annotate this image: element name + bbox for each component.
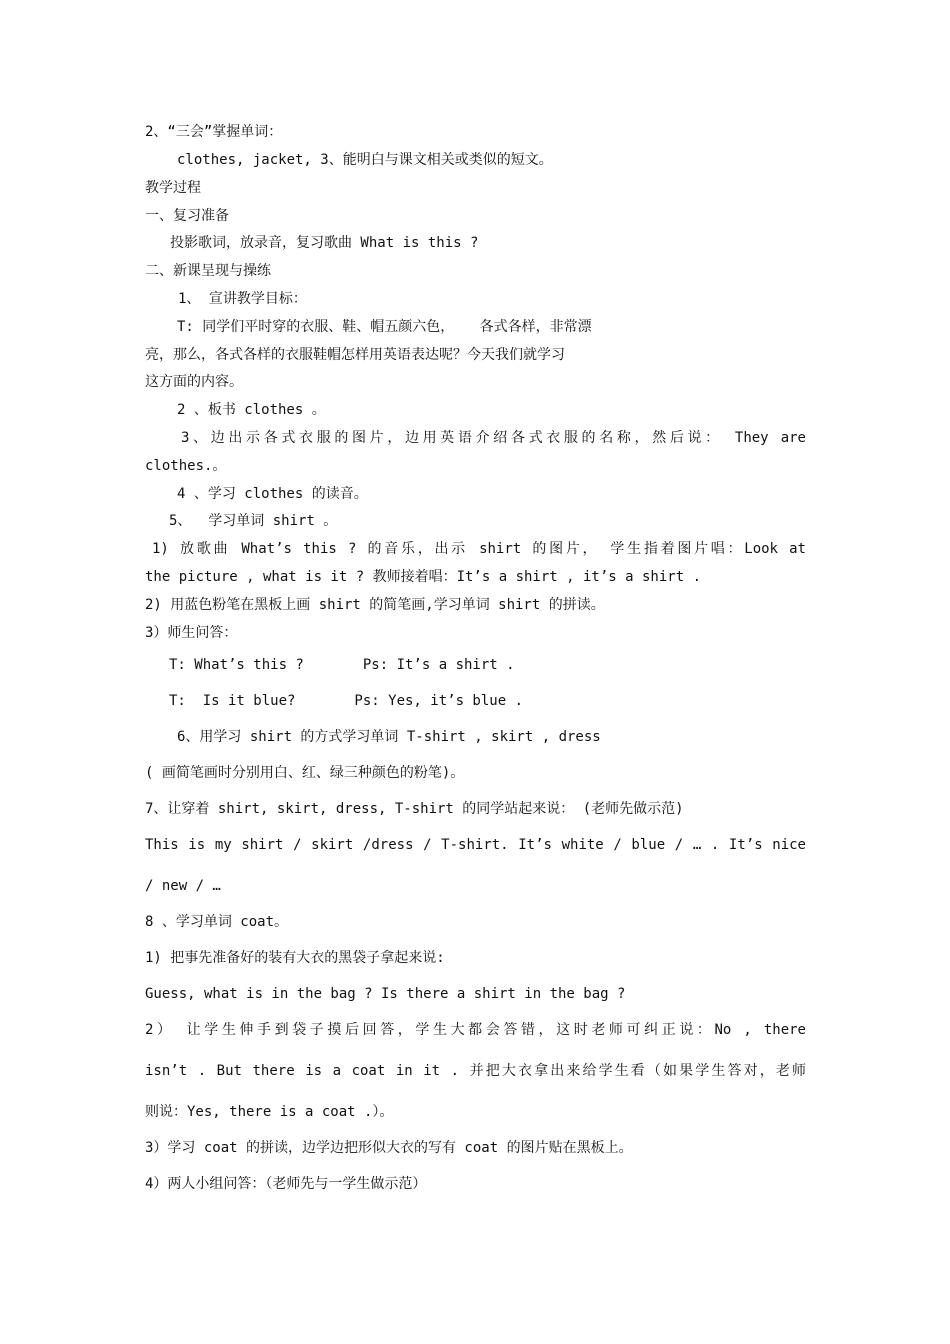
line-review-song: 投影歌词，放录音，复习歌曲 What is this ? bbox=[170, 235, 479, 251]
line-step-8-3: 3）学习 coat 的拼读，边学边把形似大衣的写有 coat 的图片贴在黑板上。 bbox=[145, 1140, 633, 1156]
line-step-6-note: ( 画简笔画时分别用白、红、绿三种颜色的粉笔)。 bbox=[145, 765, 465, 781]
heading-teaching-process: 教学过程 bbox=[145, 180, 201, 196]
line-teacher-intro: T: 同学们平时穿的衣服、鞋、帽五颜六色， 各式各样，非常漂 bbox=[177, 319, 592, 335]
line-step-4: 4 、学习 clothes 的读音。 bbox=[177, 486, 368, 502]
line-step-5-1: 1) 放歌曲 What’s this ? 的音乐，出示 shirt 的图片， 学生指着图片唱：Look at bbox=[152, 541, 806, 557]
line-step-5-2: 2) 用蓝色粉笔在黑板上画 shirt 的简笔画,学习单词 shirt 的拼读。 bbox=[145, 597, 605, 613]
line-step-3: 3、边出示各式衣服的图片，边用英语介绍各式衣服的名称，然后说： They are bbox=[181, 430, 806, 446]
line-step-8-2: 2） 让学生伸手到袋子摸后回答，学生大都会答错，这时老师可纠正说：No , there bbox=[145, 1022, 806, 1038]
line-step-1: 1、 宣讲教学目标： bbox=[178, 291, 307, 307]
line-step-8-4: 4）两人小组问答：（老师先与一学生做示范） bbox=[145, 1176, 427, 1192]
line-teacher-intro-cont: 亮，那么，各式各样的衣服鞋帽怎样用英语表达呢？今天我们就学习 bbox=[145, 347, 565, 363]
line-step-5-1-cont: the picture , what is it ? 教师接着唱：It’s a shirt , it’s a shirt . bbox=[145, 569, 702, 585]
line-step-5: 5、 学习单词 shirt 。 bbox=[169, 513, 338, 529]
line-step-8-1: 1) 把事先准备好的装有大衣的黑袋子拿起来说: bbox=[145, 950, 445, 966]
line-dialog-1: T: What’s this ? Ps: It’s a shirt . bbox=[169, 657, 515, 673]
line-step-8: 8 、学习单词 coat。 bbox=[145, 914, 289, 930]
line-step-8-2-cont: isn’t . But there is a coat in it . 并把大衣拿出来给学生看（如果学生答对，老师 bbox=[145, 1063, 806, 1079]
line-teacher-intro-end: 这方面的内容。 bbox=[145, 374, 243, 390]
line-step-6: 6、用学习 shirt 的方式学习单词 T-shirt , skirt , dress bbox=[177, 729, 601, 745]
line-step-7: 7、让穿着 shirt, skirt, dress, T-shirt 的同学站起来说： (老师先做示范) bbox=[145, 801, 684, 817]
heading-review-preparation: 一、复习准备 bbox=[145, 208, 229, 224]
heading-new-lesson: 二、新课呈现与操练 bbox=[145, 263, 271, 279]
line-objective-2: 2、“三会”掌握单词： bbox=[145, 124, 283, 140]
line-words-clothes-jacket: clothes, jacket, 3、能明白与课文相关或类似的短文。 bbox=[177, 152, 553, 168]
line-step-3-cont: clothes.。 bbox=[145, 458, 227, 474]
line-step-8-2-end: 则说：Yes, there is a coat .）。 bbox=[145, 1104, 394, 1120]
line-step-5-3: 3）师生问答： bbox=[145, 625, 238, 641]
line-step-2: 2 、板书 clothes 。 bbox=[177, 402, 326, 418]
line-step-7-example: This is my shirt / skirt /dress / T-shirt. It’s white / blue / … . It’s nice bbox=[145, 837, 806, 853]
line-step-8-1-question: Guess, what is in the bag ? Is there a shirt in the bag ? bbox=[145, 986, 626, 1002]
line-dialog-2: T: Is it blue? Ps: Yes, it’s blue . bbox=[169, 693, 524, 709]
line-step-7-example-cont: / new / … bbox=[145, 878, 221, 894]
